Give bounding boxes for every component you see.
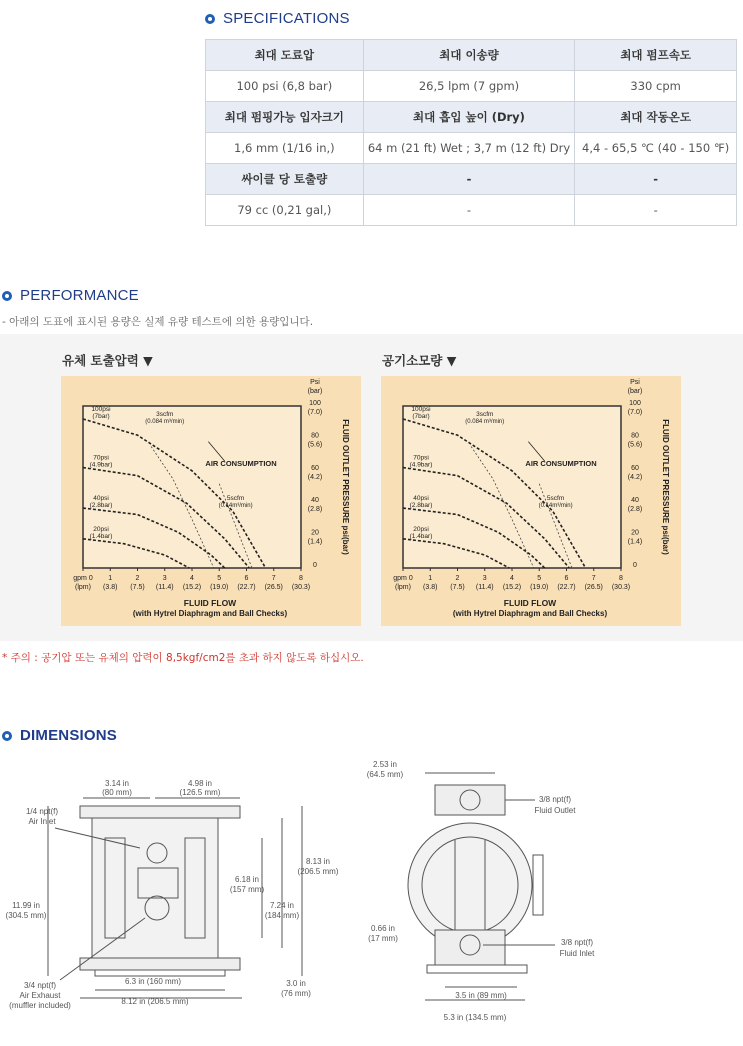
x-tick-label-gpm: 3 — [162, 575, 167, 582]
x-tick-label-lpm: (30.3) — [611, 584, 631, 591]
dim-total-width: 8.12 in (206.5 mm) — [121, 997, 189, 1006]
series-label-sub: (4.9bar) — [89, 461, 113, 469]
dim-top-right-mm: (126.5 mm) — [179, 788, 221, 797]
label-exhaust: Air Exhaust — [19, 991, 61, 1000]
x-tick-label-gpm: 7 — [591, 575, 596, 582]
label-exhaust-note: (muffler included) — [9, 1001, 71, 1010]
x-tick-label-lpm: (26.5) — [584, 584, 603, 591]
x-tick-label-gpm: 8 — [299, 575, 303, 582]
label-outlet-size: 3/8 npt(f) — [538, 795, 572, 804]
x-tick-label-lpm: (30.3) — [291, 584, 311, 591]
dim-h1-mm: (157 mm) — [229, 885, 265, 894]
series-label: 20psi — [413, 525, 429, 533]
spec-value-cell: 4,4 - 65,5 ℃ (40 - 150 ℉) — [575, 133, 737, 164]
air-line-label: 3scfm — [476, 411, 494, 418]
dim-h3-mm: (206.5 mm) — [297, 867, 339, 876]
specifications-heading — [205, 10, 350, 27]
y-unit-bar: (bar) — [627, 388, 643, 395]
spec-value-cell: - — [575, 195, 737, 226]
x-tick-label-gpm: gpm 0 — [73, 575, 93, 582]
y-tick-label-bar: (7.0) — [307, 409, 323, 416]
spec-header-cell: 최대 펌프속도 — [575, 40, 737, 71]
spec-value-row — [206, 133, 737, 164]
pump-body — [92, 818, 218, 958]
performance-chart-2 — [381, 376, 681, 626]
specifications-title: SPECIFICATIONS — [223, 10, 350, 27]
x-axis-label: FLUID FLOW — [183, 598, 237, 608]
x-tick-label-lpm: (11.4) — [475, 584, 494, 591]
dimensions-heading — [2, 727, 117, 744]
performance-chart-2-svg — [381, 376, 681, 626]
y-unit-psi: Psi — [310, 379, 320, 386]
x-tick-label-gpm: 7 — [271, 575, 276, 582]
y-axis-label: FLUID OUTLET PRESSURE psi(bar) — [341, 419, 350, 555]
top-manifold — [80, 806, 240, 818]
performance-chart-1 — [61, 376, 361, 626]
series-label: 70psi — [413, 454, 429, 462]
front-view-drawing — [0, 758, 350, 1043]
spec-header-cell: 최대 흡입 높이 (Dry) — [363, 102, 575, 133]
dim-h1: 6.18 in — [234, 875, 260, 884]
series-label-sub: (4.9bar) — [409, 461, 433, 469]
series-label: 40psi — [413, 495, 429, 503]
dim-base-height: 3.0 in — [286, 979, 306, 988]
air-line-label: 5scfm — [226, 494, 245, 502]
y-tick-label-psi: 20 — [631, 529, 639, 537]
side-fitting — [533, 855, 543, 915]
pump-housing — [408, 823, 532, 947]
y-unit-psi: Psi — [630, 379, 640, 386]
y-tick-label-psi: 100 — [309, 400, 321, 407]
spec-value-cell: 26,5 lpm (7 gpm) — [363, 71, 575, 102]
air-line-label-sub: (0.14m³/min) — [218, 502, 253, 509]
spec-header-cell: 최대 펌핑가능 입자크기 — [206, 102, 364, 133]
spec-value-cell: 1,6 mm (1/16 in,) — [206, 133, 364, 164]
label-inlet: Fluid Inlet — [559, 949, 595, 958]
label-inlet-size: 3/8 npt(f) — [560, 938, 594, 947]
y-tick-label-psi: 60 — [631, 464, 639, 472]
label-air-inlet: Air Inlet — [28, 817, 56, 826]
spec-header-cell: 싸이클 당 토출량 — [206, 164, 364, 195]
y-unit-bar: (bar) — [307, 388, 323, 395]
plot-frame — [403, 406, 621, 568]
specifications-table — [205, 39, 737, 226]
x-tick-label-gpm: 4 — [510, 575, 514, 582]
air-line-label-sub: (0.14m³/min) — [538, 502, 573, 509]
x-tick-label-gpm: 8 — [619, 575, 623, 582]
dim-total-height: 11.99 in — [12, 901, 40, 910]
series-label: 20psi — [93, 525, 109, 533]
spec-value-cell: 64 m (21 ft) Wet ; 3,7 m (12 ft) Dry — [363, 133, 575, 164]
pressure-warning: * 주의 : 공기압 또는 유체의 압력이 8,5kgf/cm2를 초과 하지 않도록 하십시오. — [2, 652, 364, 664]
x-tick-label-lpm: (22.7) — [237, 584, 256, 591]
bottom-manifold — [80, 958, 240, 970]
dim-top-left-mm: (80 mm) — [102, 788, 132, 797]
spec-header-cell: 최대 이송량 — [363, 40, 575, 71]
spec-header-cell: - — [575, 164, 737, 195]
performance-chart-area — [0, 334, 743, 641]
label-exhaust-size: 3/4 npt(f) — [23, 981, 57, 990]
air-consumption-annotation: AIR CONSUMPTION — [205, 458, 277, 468]
spec-value-cell: 100 psi (6,8 bar) — [206, 71, 364, 102]
air-line-label-sub: (0.084 m³/min) — [145, 419, 185, 425]
x-tick-label-lpm: (19.0) — [210, 584, 229, 591]
series-label-sub: (7bar) — [412, 412, 430, 420]
air-line-label: 5scfm — [546, 494, 565, 502]
chart-label-fluid-pressure: 유체 토출압력 ▼ — [62, 353, 153, 368]
y-tick-label-psi: 100 — [629, 400, 641, 407]
dim-h2: 7.24 in — [269, 901, 295, 910]
side-base — [427, 965, 527, 973]
series-label-sub: (7bar) — [92, 412, 110, 420]
y-tick-label-psi: 80 — [631, 432, 639, 440]
y-tick-label-bar: (1.4) — [307, 538, 323, 546]
dim-side-w1: 3.5 in (89 mm) — [455, 991, 507, 1000]
air-line-label: 3scfm — [156, 411, 174, 418]
performance-heading — [2, 287, 139, 304]
x-tick-label-gpm: 1 — [108, 575, 113, 582]
y-tick-label-bar: (4.2) — [307, 473, 323, 481]
label-air-inlet-size: 1/4 npt(f) — [25, 807, 59, 816]
spec-value-row — [206, 71, 737, 102]
dim-side-top-mm: (64.5 mm) — [366, 770, 404, 779]
y-tick-label-psi: 40 — [631, 497, 639, 505]
performance-note: - 아래의 도표에 표시된 용량은 실제 유량 테스트에 의한 용량입니다. — [2, 316, 314, 328]
y-tick-label-bar: (1.4) — [627, 538, 643, 546]
x-tick-label-gpm: gpm 0 — [393, 575, 413, 582]
x-tick-label-gpm: 2 — [135, 575, 140, 582]
x-tick-label-lpm: (3.8) — [423, 584, 438, 591]
spec-header-cell: - — [363, 164, 575, 195]
y-axis-label: FLUID OUTLET PRESSURE psi(bar) — [661, 419, 670, 555]
dim-h3: 8.13 in — [305, 857, 331, 866]
dim-top-right: 4.98 in — [187, 779, 213, 788]
series-label-sub: (2.8bar) — [89, 502, 113, 510]
spec-header-cell: 최대 도료압 — [206, 40, 364, 71]
y-tick-label-bar: (2.8) — [627, 506, 643, 514]
x-tick-label-gpm: 4 — [190, 575, 194, 582]
x-tick-label-lpm: (7.5) — [450, 584, 465, 591]
air-consumption-annotation: AIR CONSUMPTION — [525, 458, 597, 468]
x-tick-label-gpm: 5 — [537, 575, 542, 582]
spec-header-row — [206, 102, 737, 133]
x-tick-label-lpm: (3.8) — [103, 584, 118, 591]
spec-value-cell: 79 cc (0,21 gal,) — [206, 195, 364, 226]
x-tick-label-gpm: 1 — [428, 575, 433, 582]
x-tick-label-lpm: (lpm) — [395, 584, 411, 591]
series-label-sub: (1.4bar) — [89, 532, 113, 540]
y-tick-label-psi: 0 — [313, 562, 317, 569]
bullet-icon — [205, 14, 215, 24]
spec-header-cell: 최대 작동온도 — [575, 102, 737, 133]
x-tick-label-lpm: (7.5) — [130, 584, 145, 591]
x-axis-label-sub: (with Hytrel Diaphragm and Ball Checks) — [452, 609, 608, 618]
dim-side-top: 2.53 in — [372, 760, 398, 769]
x-tick-label-gpm: 6 — [244, 575, 249, 582]
bullet-icon — [2, 291, 12, 301]
dim-side-left-mm: (17 mm) — [368, 934, 398, 943]
y-tick-label-bar: (5.6) — [627, 441, 643, 449]
spec-value-row — [206, 195, 737, 226]
y-tick-label-psi: 60 — [311, 464, 319, 472]
air-line-label-sub: (0.084 m³/min) — [465, 419, 505, 425]
dim-base-width: 6.3 in (160 mm) — [124, 977, 182, 986]
plot-frame — [83, 406, 301, 568]
spec-value-cell: - — [363, 195, 575, 226]
dim-h2-mm: (184 mm) — [264, 911, 300, 920]
x-axis-label-sub: (with Hytrel Diaphragm and Ball Checks) — [132, 609, 288, 618]
series-label: 100psi — [91, 405, 111, 413]
dim-base-height-mm: (76 mm) — [281, 989, 311, 998]
x-tick-label-lpm: (11.4) — [155, 584, 174, 591]
spec-value-cell: 330 cpm — [575, 71, 737, 102]
x-axis-label: FLUID FLOW — [503, 598, 557, 608]
bullet-icon — [2, 731, 12, 741]
y-tick-label-bar: (7.0) — [627, 409, 643, 416]
dim-side-left: 0.66 in — [370, 924, 396, 933]
x-tick-label-lpm: (26.5) — [264, 584, 283, 591]
x-tick-label-lpm: (22.7) — [557, 584, 576, 591]
y-tick-label-psi: 80 — [311, 432, 319, 440]
performance-title: PERFORMANCE — [20, 287, 139, 304]
y-tick-label-psi: 0 — [633, 562, 637, 569]
dim-top-left: 3.14 in — [104, 779, 130, 788]
dimensions-title: DIMENSIONS — [20, 727, 118, 744]
spec-header-row — [206, 40, 737, 71]
x-tick-label-gpm: 6 — [564, 575, 569, 582]
x-tick-label-gpm: 3 — [482, 575, 487, 582]
dim-total-height-mm: (304.5 mm) — [5, 911, 47, 920]
x-tick-label-lpm: (15.2) — [182, 584, 202, 591]
x-tick-label-gpm: 5 — [217, 575, 222, 582]
dim-side-w2: 5.3 in (134.5 mm) — [443, 1013, 507, 1022]
y-tick-label-psi: 40 — [311, 497, 319, 505]
y-tick-label-bar: (4.2) — [627, 473, 643, 481]
spec-header-row — [206, 164, 737, 195]
series-label-sub: (1.4bar) — [409, 532, 433, 540]
x-tick-label-lpm: (19.0) — [530, 584, 549, 591]
y-tick-label-psi: 20 — [311, 529, 319, 537]
x-tick-label-lpm: (15.2) — [502, 584, 522, 591]
y-tick-label-bar: (5.6) — [307, 441, 323, 449]
series-label: 70psi — [93, 454, 109, 462]
label-outlet: Fluid Outlet — [534, 806, 576, 815]
series-label-sub: (2.8bar) — [409, 502, 433, 510]
x-tick-label-gpm: 2 — [455, 575, 460, 582]
side-view-drawing — [355, 755, 615, 1030]
series-label: 40psi — [93, 495, 109, 503]
performance-chart-1-svg — [61, 376, 361, 626]
series-label: 100psi — [411, 405, 431, 413]
x-tick-label-lpm: (lpm) — [75, 584, 91, 591]
base-plate — [95, 970, 225, 976]
chart-label-air-consumption: 공기소모량 ▼ — [382, 353, 457, 368]
y-tick-label-bar: (2.8) — [307, 506, 323, 514]
